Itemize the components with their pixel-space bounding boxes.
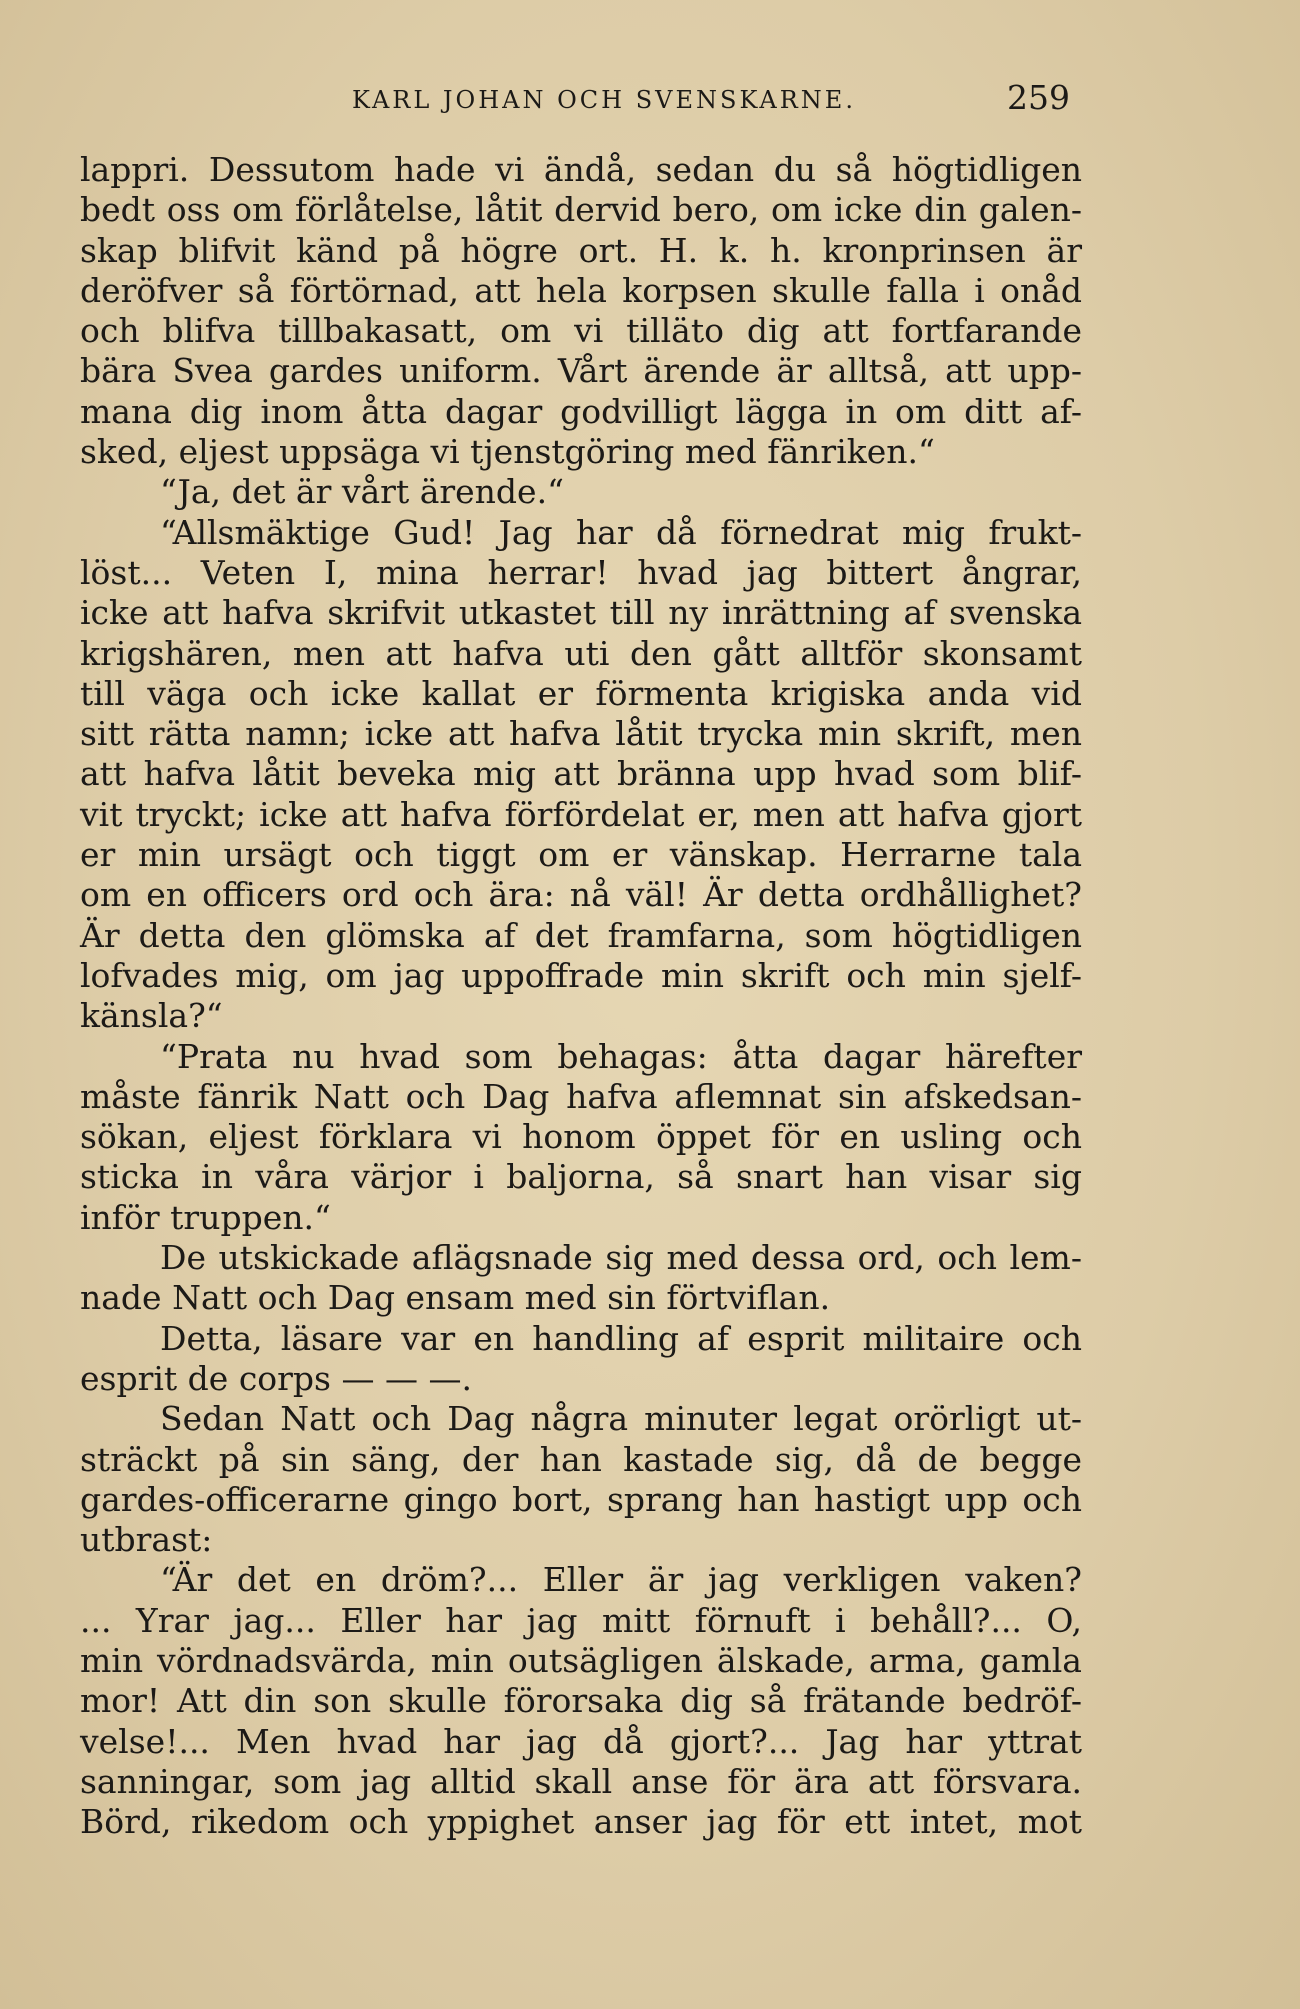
text-line: skap blifvit känd på högre ort. H. k. h. kronprinsen är xyxy=(80,230,1082,270)
text-line: bedt oss om förlåtelse, låtit dervid bero, om icke din galen- xyxy=(80,190,1082,230)
text-line: att hafva låtit beveka mig att bränna upp hvad som blif- xyxy=(80,754,1082,794)
text-line: gardes-officerarne gingo bort, sprang han hastigt upp och xyxy=(80,1479,1082,1519)
text-line: mor! Att din son skulle förorsaka dig så frätande bedröf- xyxy=(80,1681,1082,1721)
text-line: Börd, rikedom och yppighet anser jag för ett intet, mot xyxy=(80,1802,1082,1842)
text-line: min vördnadsvärda, min outsägligen älskade, arma, gamla xyxy=(80,1640,1082,1680)
text-line: och blifva tillbakasatt, om vi tilläto dig att fortfarande xyxy=(80,311,1082,351)
text-line: känsla?“ xyxy=(80,996,223,1036)
text-line: sitt rätta namn; icke att hafva låtit trycka min skrift, men xyxy=(80,714,1082,754)
text-line: “Prata nu hvad som behagas: åtta dagar härefter xyxy=(160,1036,1082,1076)
text-line: inför truppen.“ xyxy=(80,1197,331,1237)
text-line: De utskickade aflägsnade sig med dessa ord, och lem- xyxy=(160,1238,1082,1278)
body-text xyxy=(80,150,1082,1842)
text-line: sked, eljest uppsäga vi tjenstgöring med fänriken.“ xyxy=(80,432,935,472)
text-line: “Är det en dröm?... Eller är jag verkligen vaken? xyxy=(160,1560,1082,1600)
text-line: lofvades mig, om jag uppoffrade min skrift och min sjelf- xyxy=(80,955,1082,995)
text-line: sanningar, som jag alltid skall anse för ära att försvara. xyxy=(80,1761,1082,1801)
text-line: sträckt på sin säng, der han kastade sig, då de begge xyxy=(80,1439,1082,1479)
text-line: Sedan Natt och Dag några minuter legat orörligt ut- xyxy=(160,1399,1082,1439)
text-line: krigshären, men att hafva uti den gått alltför skonsamt xyxy=(80,633,1082,673)
text-line: velse!... Men hvad har jag då gjort?... Jag har yttrat xyxy=(80,1721,1082,1761)
text-line: “Allsmäktige Gud! Jag har då förnedrat mig frukt- xyxy=(160,512,1082,552)
text-line: Detta, läsare var en handling af esprit militaire och xyxy=(160,1318,1082,1358)
page-number: 259 xyxy=(1007,78,1070,117)
text-line: utbrast: xyxy=(80,1520,213,1560)
text-line: lappri. Dessutom hade vi ändå, sedan du så högtidligen xyxy=(80,150,1082,189)
text-line: nade Natt och Dag ensam med sin förtviflan. xyxy=(80,1278,831,1318)
text-line: ... Yrar jag... Eller har jag mitt förnuft i behåll?... O, xyxy=(80,1600,1082,1640)
text-line: esprit de corps — — —. xyxy=(80,1358,472,1398)
text-line: icke att hafva skrifvit utkastet till ny inrättning af svenska xyxy=(80,593,1082,633)
text-line: löst... Veten I, mina herrar! hvad jag bittert ångrar, xyxy=(80,552,1082,592)
text-line: om en officers ord och ära: nå väl! Är detta ordhållighet? xyxy=(80,875,1082,915)
text-line: deröfver så förtörnad, att hela korpsen skulle falla i onåd xyxy=(80,270,1082,310)
text-line: sticka in våra värjor i baljorna, så snart han visar sig xyxy=(80,1157,1082,1197)
text-line: vit tryckt; icke att hafva förfördelat er, men att hafva gjort xyxy=(80,794,1082,834)
text-line: er min ursägt och tiggt om er vänskap. Herrarne tala xyxy=(80,835,1082,875)
text-line: måste fänrik Natt och Dag hafva aflemnat sin afskedsan- xyxy=(80,1076,1082,1116)
page-header xyxy=(80,78,1080,128)
running-title: KARL JOHAN OCH SVENSKARNE. xyxy=(352,86,856,114)
text-line: bära Svea gardes uniform. Vårt ärende är alltså, att upp- xyxy=(80,351,1082,391)
text-line: Är detta den glömska af det framfarna, som högtidligen xyxy=(80,915,1082,955)
text-line: till väga och icke kallat er förmenta krigiska anda vid xyxy=(80,673,1082,713)
text-line: “Ja, det är vårt ärende.“ xyxy=(160,472,564,512)
text-line: mana dig inom åtta dagar godvilligt lägga in om ditt af- xyxy=(80,391,1082,431)
text-line: sökan, eljest förklara vi honom öppet för en usling och xyxy=(80,1117,1082,1157)
